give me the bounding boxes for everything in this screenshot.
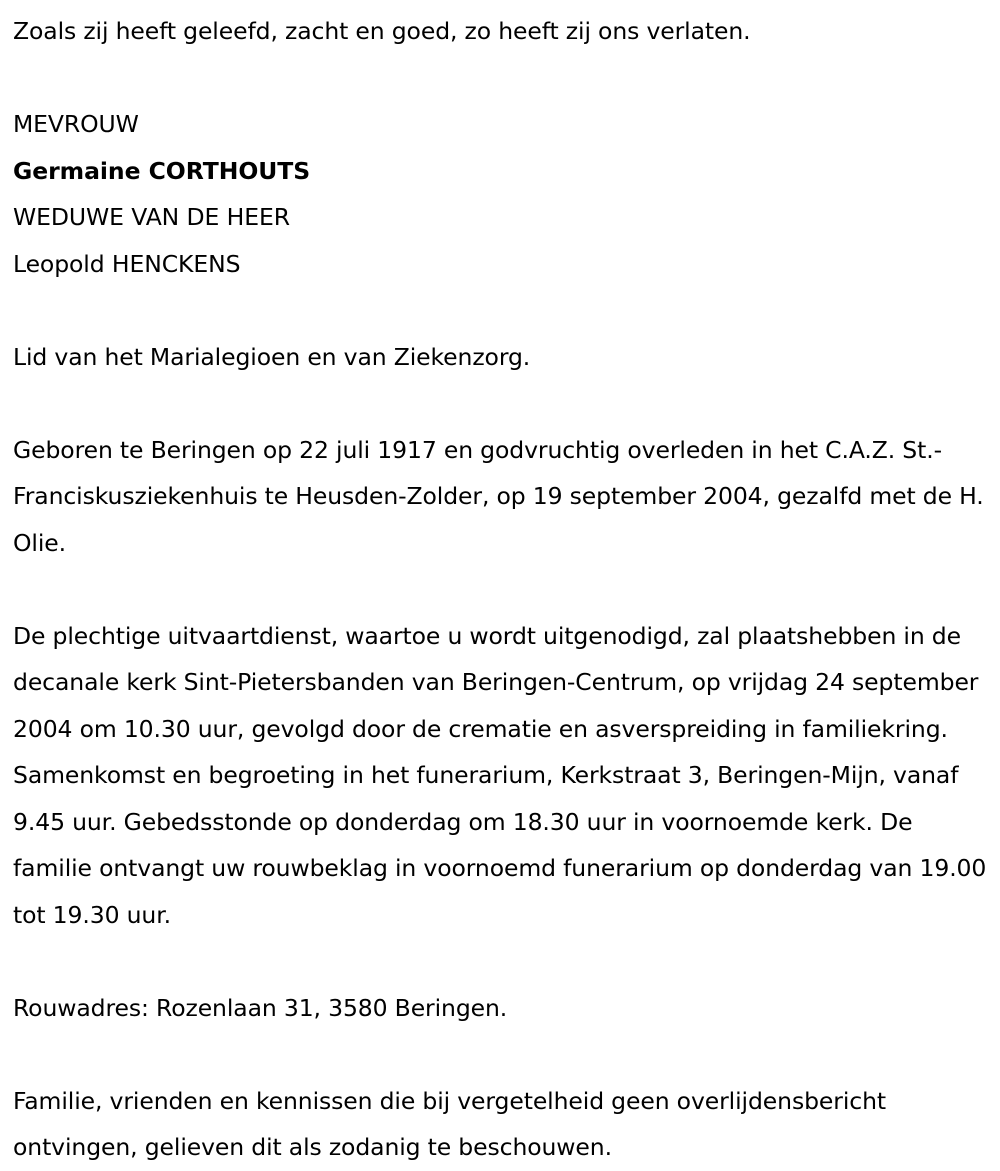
opening-quote: Zoals zij heeft geleefd, zacht en goed, zo heeft zij ons verlaten.	[13, 17, 751, 45]
mourning-address: Rouwadres: Rozenlaan 31, 3580 Beringen.	[13, 993, 508, 1022]
deceased-name-block	[13, 101, 994, 287]
deceased-name: Germaine CORTHOUTS	[13, 156, 311, 185]
closing-note: Familie, vrienden en kennissen die bij vergetelheid geen overlijdensbericht ontvingen, gelieven dit als zodanig te beschouwen.	[13, 1086, 894, 1161]
salutation-line: MEVROUW	[13, 110, 139, 138]
membership-line: Lid van het Marialegioen en van Ziekenzorg.	[13, 342, 531, 371]
funeral-service-paragraph: De plechtige uitvaartdienst, waartoe u wordt uitgenodigd, zal plaatshebben in de decanale kerk Sint-Pietersbanden van Beringen-Centrum, op vrijdag 24 september 2004 om 10.30 uur, gevolgd door de crematie en asverspreiding in familiekring. Samenkomst en begroeting in het funerarium, Kerkstraat 3, Beringen-Mijn, vanaf 9.45 uur. Gebedsstonde op donderdag om 18.30 uur in voornoemde kerk. De familie ontvangt uw rouwbeklag in voornoemd funerarium op donderdag van 19.00 tot 19.30 uur.	[13, 621, 994, 929]
spouse-name: Leopold HENCKENS	[13, 249, 241, 278]
birth-and-death-paragraph: Geboren te Beringen op 22 juli 1917 en godvruchtig overleden in het C.A.Z. St.-Franciskusziekenhuis te Heusden-Zolder, op 19 september 2004, gezalfd met de H. Olie.	[13, 435, 991, 557]
relation-line: WEDUWE VAN DE HEER	[13, 203, 290, 231]
